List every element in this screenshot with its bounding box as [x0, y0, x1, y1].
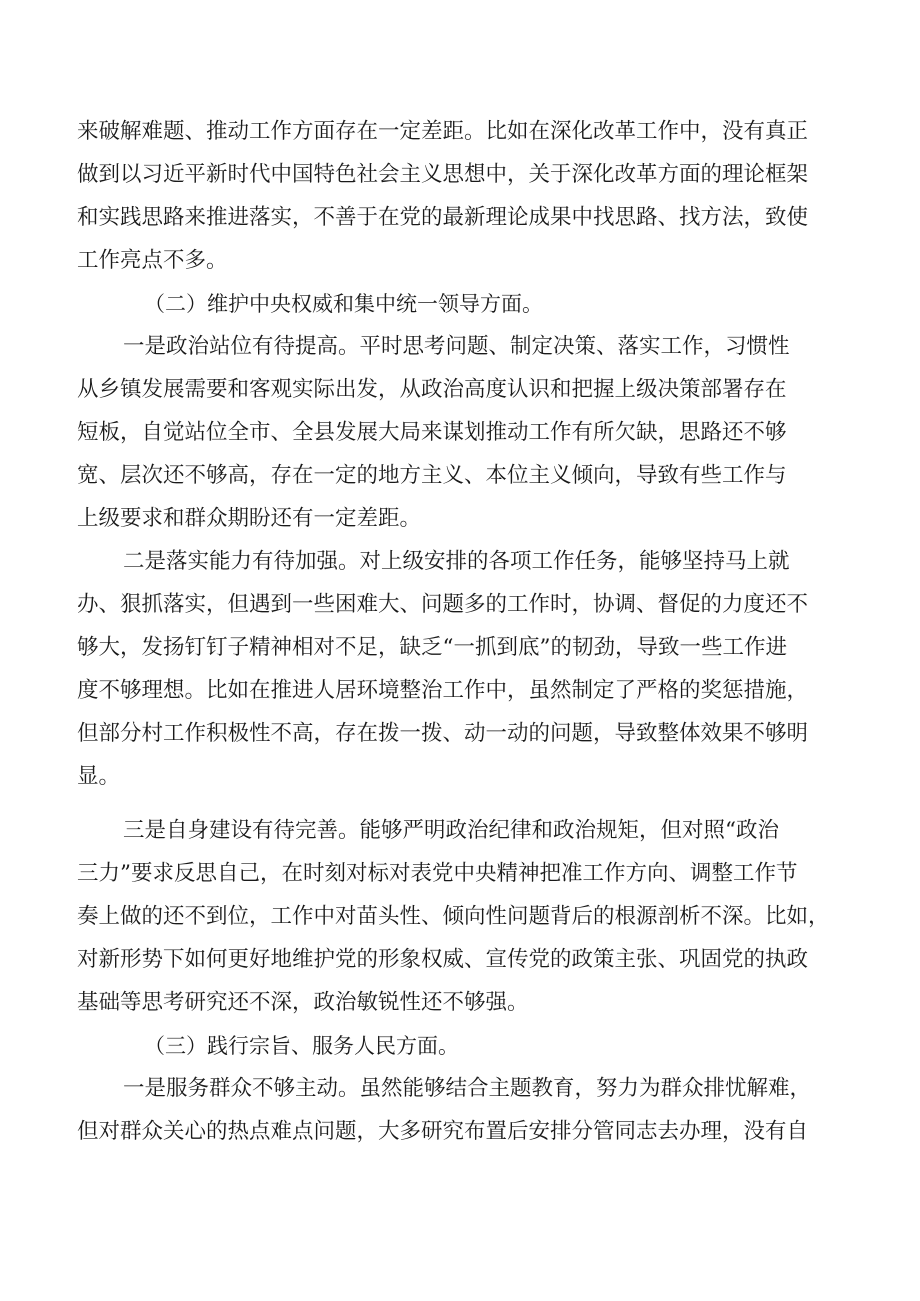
text-line: 上级要求和群众期盼还有一定差距。 [77, 506, 422, 531]
text-line: 对新形势下如何更好地维护党的形象权威、宣传党的政策主张、巩固党的执政 [77, 947, 809, 972]
text-line: 三是自身建设有待完善。能够严明政治纪律和政治规矩，但对照“政治 [123, 818, 779, 843]
text-line: 一是服务群众不够主动。虽然能够结合主题教育，努力为群众排忧解难， [123, 1076, 812, 1101]
text-line: 但对群众关心的热点难点问题，大多研究布置后安排分管同志去办理，没有自 [77, 1119, 809, 1144]
text-line: 但部分村工作积极性不高，存在拨一拨、动一动的问题，导致整体效果不够明 [77, 721, 809, 746]
text-line: 奏上做的还不到位，工作中对苗头性、倾向性问题背后的根源剖析不深。比如， [77, 904, 830, 929]
text-line: 够大，发扬钉钉子精神相对不足，缺乏“一抓到底”的韧劲，导致一些工作进 [77, 635, 787, 660]
text-line: 工作亮点不多。 [77, 248, 228, 273]
text-line: 来破解难题、推动工作方面存在一定差距。比如在深化改革工作中，没有真正 [77, 119, 809, 144]
text-line: 从乡镇发展需要和客观实际出发，从政治高度认识和把握上级决策部署存在 [77, 377, 787, 402]
text-line: 办、狠抓落实，但遇到一些困难大、问题多的工作时，协调、督促的力度还不 [77, 592, 809, 617]
text-line: 做到以习近平新时代中国特色社会主义思想中，关于深化改革方面的理论框架 [77, 162, 809, 187]
text-line: 短板，自觉站位全市、全县发展大局来谋划推动工作有所欠缺，思路还不够 [77, 420, 787, 445]
text-line: 显。 [77, 764, 121, 789]
text-line: 三力”要求反思自己，在时刻对标对表党中央精神把准工作方向、调整工作节 [77, 861, 798, 886]
text-line: 和实践思路来推进落实，不善于在党的最新理论成果中找思路、找方法，致使 [77, 205, 809, 230]
section-heading: （二）维护中央权威和集中统一领导方面。 [144, 292, 543, 316]
text-line: 基础等思考研究还不深，政治敏锐性还不够强。 [77, 990, 529, 1015]
section-heading: （三）践行宗旨、服务人民方面。 [144, 1034, 459, 1058]
text-line: 度不够理想。比如在推进人居环境整治工作中，虽然制定了严格的奖惩措施， [77, 678, 809, 703]
text-line: 二是落实能力有待加强。对上级安排的各项工作任务，能够坚持马上就 [123, 549, 790, 574]
text-line: 宽、层次还不够高，存在一定的地方主义、本位主义倾向，导致有些工作与 [77, 463, 787, 488]
text-line: 一是政治站位有待提高。平时思考问题、制定决策、落实工作，习惯性 [123, 334, 790, 359]
